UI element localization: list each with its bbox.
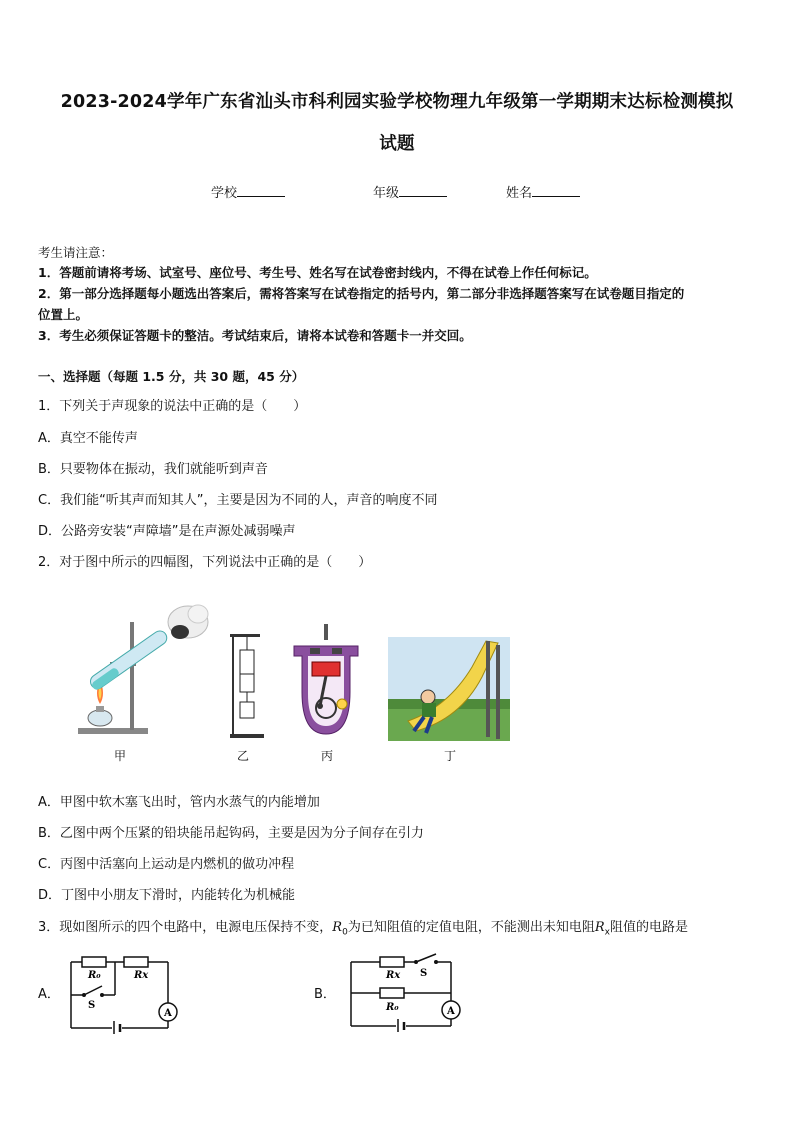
q3-stem-mid: 为已知阻值的定值电阻，不能测出未知电阻 xyxy=(347,920,595,935)
q3-r0-sub: 0 xyxy=(342,927,348,938)
name-field[interactable] xyxy=(506,182,580,201)
q2-stem: 2．对于图中所示的四幅图，下列说法中正确的是（ ） xyxy=(38,555,372,570)
figure-jia-test-tube xyxy=(70,600,210,740)
notice-item-1: 1．答题前请将考场、试室号、座位号、考生号、姓名写在试卷密封线内，不得在试卷上作任何标记。 xyxy=(38,265,597,280)
circuit-b-diagram xyxy=(344,948,464,1032)
q3-rx-sub: x xyxy=(604,927,610,938)
circuit-a-r0-label: R₀ xyxy=(88,970,101,981)
exam-title-line1: 2023-2024学年广东省汕头市科利园实验学校物理九年级第一学期期末达标检测模拟 xyxy=(60,92,734,112)
grade-field[interactable] xyxy=(373,182,447,201)
q1-option-c[interactable]: C．我们能“听其声而知其人”，主要是因为不同的人，声音的响度不同 xyxy=(38,493,438,508)
circuit-b-switch-label: S xyxy=(420,968,428,979)
q2-option-b[interactable]: B．乙图中两个压紧的铅块能吊起钩码，主要是因为分子间存在引力 xyxy=(38,826,424,841)
circuit-a-rx-label: Rx xyxy=(134,970,149,981)
q1-option-a[interactable]: A．真空不能传声 xyxy=(38,431,138,446)
notice-item-2-cont: 位置上。 xyxy=(38,307,89,322)
q3-option-a-label[interactable]: A． xyxy=(38,987,60,1002)
q1-option-d[interactable]: D．公路旁安装“声障墙”是在声源处减弱噪声 xyxy=(38,524,296,539)
q3-option-b-label[interactable]: B． xyxy=(314,987,336,1002)
school-blank[interactable] xyxy=(237,184,285,197)
figure-ding-slide xyxy=(388,637,510,741)
q3-rx-symbol: R xyxy=(594,920,605,935)
figure-bing-engine xyxy=(290,622,362,740)
figure-yi-caption: 乙 xyxy=(236,749,249,763)
q1-stem: 1．下列关于声现象的说法中正确的是（ ） xyxy=(38,399,307,414)
notice-heading: 考生请注意： xyxy=(38,245,114,260)
notice-item-2: 2．第一部分选择题每小题选出答案后，需将答案写在试卷指定的括号内，第二部分非选择题答案写在试卷题目指定的 xyxy=(38,286,685,301)
q2-option-c[interactable]: C．丙图中活塞向上运动是内燃机的做功冲程 xyxy=(38,857,295,872)
q3-stem-pre: 3．现如图所示的四个电路中，电源电压保持不变， xyxy=(38,920,333,935)
section-heading: 一、选择题（每题 1.5 分，共 30 题，45 分） xyxy=(38,369,305,384)
grade-blank[interactable] xyxy=(399,184,447,197)
circuit-b-ammeter-label: A xyxy=(447,1006,455,1017)
q2-option-a[interactable]: A．甲图中软木塞飞出时，管内水蒸气的内能增加 xyxy=(38,795,320,810)
q1-option-b[interactable]: B．只要物体在振动，我们就能听到声音 xyxy=(38,462,268,477)
q3-stem-post: 阻值的电路是 xyxy=(609,920,688,935)
circuit-a-diagram xyxy=(64,948,184,1034)
circuit-b-rx-label: Rx xyxy=(386,970,401,981)
exam-title-line2: 试题 xyxy=(379,134,415,154)
q3-r0-symbol: R xyxy=(332,920,343,935)
school-label: 学校 xyxy=(211,186,238,201)
figure-bing-caption: 丙 xyxy=(320,749,333,763)
circuit-b-r0-label: R₀ xyxy=(386,1002,399,1013)
name-blank[interactable] xyxy=(532,184,580,197)
circuit-a-switch-label: S xyxy=(88,1000,96,1011)
figure-ding-caption: 丁 xyxy=(443,749,456,763)
name-label: 姓名 xyxy=(506,186,533,201)
school-field[interactable] xyxy=(211,182,285,201)
circuit-a-ammeter-label: A xyxy=(164,1008,172,1019)
notice-item-3: 3．考生必须保证答题卡的整洁。考试结束后，请将本试卷和答题卡一并交回。 xyxy=(38,328,472,343)
figure-jia-caption: 甲 xyxy=(113,749,126,763)
q3-stem xyxy=(38,916,688,938)
figure-yi-lead-blocks xyxy=(228,630,268,740)
grade-label: 年级 xyxy=(373,186,400,201)
q2-option-d[interactable]: D．丁图中小朋友下滑时，内能转化为机械能 xyxy=(38,888,296,903)
